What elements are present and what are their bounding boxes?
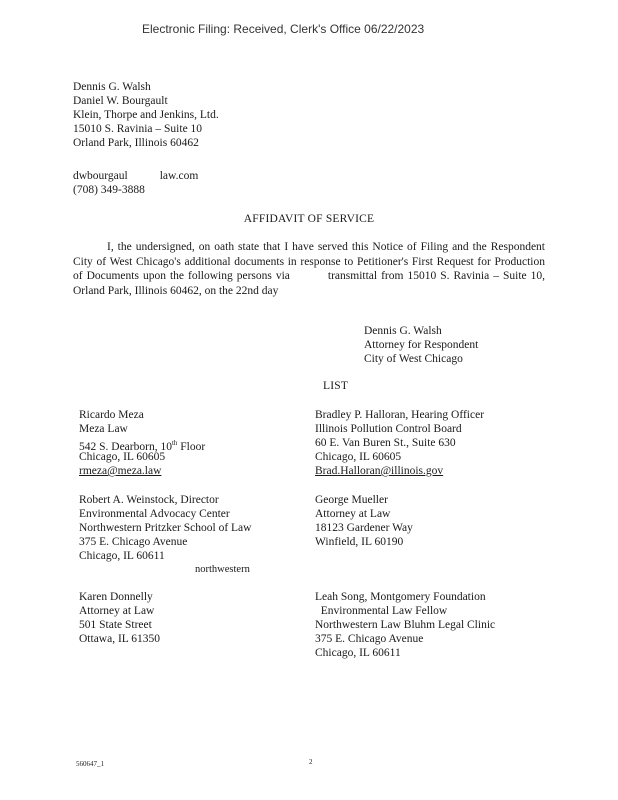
counsel-city: Orland Park, Illinois 60462 [73,137,199,149]
service-entry-left-1 [79,408,205,478]
entry-city: Chicago, IL 60605 [79,451,166,463]
counsel-phone: (708) 349-3888 [73,184,145,196]
entry-email-link[interactable]: rmeza@meza.law [79,465,162,477]
service-entry-right-3 [315,590,495,660]
signature-role: Attorney for Respondent [364,339,479,351]
entry-street: 60 E. Van Buren St., Suite 630 [315,437,456,449]
entry-city: Winfield, IL 60190 [315,536,404,548]
entry-title: Environmental Law Fellow [315,605,448,617]
entry-name: George Mueller [315,494,388,506]
entry-title: Attorney at Law [79,605,155,617]
counsel-email-left: dwbourgaul [73,170,128,182]
affidavit-body-part1: I, the undersigned, on oath state that I have served this Notice of Filing and the Respondent City of West Chicago's additional documents in response to Petitioner's First Request for Production of Documents upon the following persons via [73,241,545,282]
signature-block [364,324,478,366]
affidavit-body [73,240,545,298]
entry-street: 375 E. Chicago Avenue [315,633,424,645]
signature-name: Dennis G. Walsh [364,325,442,337]
entry-firm: Meza Law [79,423,128,435]
entry-school: Northwestern Pritzker School of Law [79,522,252,534]
counsel-name-2: Daniel W. Bourgault [73,95,168,107]
entry-org: Environmental Advocacy Center [79,508,230,520]
entry-street: 501 State Street [79,619,152,631]
entry-city: Chicago, IL 60611 [79,550,165,562]
service-list-title: LIST [323,380,349,392]
service-entry-right-2 [315,493,413,549]
entry-email-link[interactable]: Brad.Halloran@illinois.gov [315,465,444,477]
entry-city: Ottawa, IL 61350 [79,633,161,645]
entry-name: Ricardo Meza [79,409,144,421]
entry-address: 542 S. Dearborn, 10th Floor [79,439,206,453]
affidavit-title: AFFIDAVIT OF SERVICE [243,213,375,225]
counsel-street: 15010 S. Ravinia – Suite 10 [73,123,203,135]
entry-name: Bradley P. Halloran, Hearing Officer [315,409,485,421]
entry-street: 375 E. Chicago Avenue [79,536,188,548]
entry-clinic: Northwestern Law Bluhm Legal Clinic [315,619,496,631]
counsel-firm: Klein, Thorpe and Jenkins, Ltd. [73,109,219,121]
entry-name: Karen Donnelly [79,591,153,603]
service-entry-left-2 [79,493,251,563]
service-entry-left-3 [79,590,160,646]
entry-city: Chicago, IL 60605 [315,451,402,463]
entry-street: 18123 Gardener Way [315,522,413,534]
counsel-name-1: Dennis G. Walsh [73,81,151,93]
entry-name: Leah Song, Montgomery Foundation [315,591,486,603]
filing-stamp: Electronic Filing: Received, Clerk's Office 06/22/2023 [142,22,425,36]
entry-city: Chicago, IL 60611 [315,647,401,659]
counsel-block [73,80,219,150]
counsel-contact [73,169,198,197]
entry-org: Illinois Pollution Control Board [315,423,462,435]
counsel-email-right: law.com [159,170,199,182]
entry-name: Robert A. Weinstock, Director [79,494,219,506]
entry-email-fragment: northwestern [195,564,250,575]
signature-client: City of West Chicago [364,353,463,365]
entry-title: Attorney at Law [315,508,391,520]
service-entry-right-1 [315,408,484,478]
affidavit-body-part2: transmittal from 15010 S. Ravinia – Suite 10, Orland Park, Illinois 60462, on the 22nd day [73,270,545,297]
footer-doc-id: 560647_1 [76,760,104,768]
footer-page-number: 2 [309,758,313,766]
